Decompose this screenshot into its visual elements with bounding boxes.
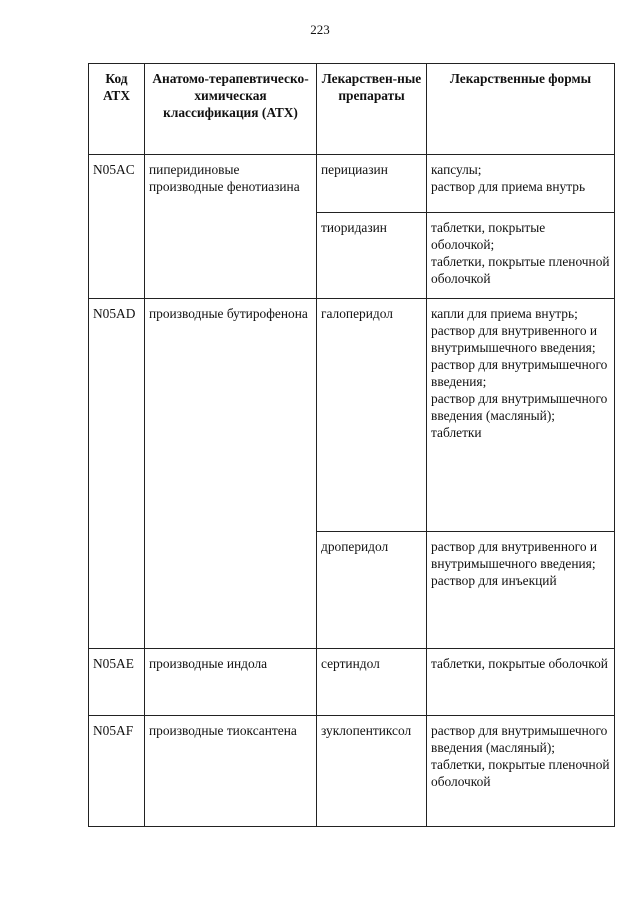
- form-item: таблетки, покрытые оболочкой: [431, 656, 608, 671]
- table-row: [89, 299, 615, 532]
- form-item: раствор для внутривенного и внутримышечного введения;: [431, 323, 598, 355]
- table-row: [89, 649, 615, 716]
- header-row: [89, 64, 615, 155]
- drug-forms: [427, 532, 615, 649]
- drug-name: зуклопентиксол: [317, 716, 427, 827]
- header-forms: Лекарственные формы: [427, 64, 615, 155]
- atx-code: N05AE: [89, 649, 145, 716]
- form-item: капли для приема внутрь;: [431, 306, 578, 321]
- table-row: [89, 716, 615, 827]
- drug-forms: [427, 213, 615, 299]
- drug-name: сертиндол: [317, 649, 427, 716]
- drug-forms: [427, 155, 615, 213]
- form-item: раствор для внутривенного и внутримышечного введения;: [431, 539, 598, 571]
- atx-code: N05AC: [89, 155, 145, 299]
- atx-classification: производные индола: [145, 649, 317, 716]
- atx-classification: производные тиоксантена: [145, 716, 317, 827]
- form-item: раствор для внутримышечного введения;: [431, 357, 608, 389]
- atx-code: N05AF: [89, 716, 145, 827]
- drug-name: перициазин: [317, 155, 427, 213]
- page-number: 223: [310, 22, 330, 37]
- form-item: капсулы;: [431, 162, 482, 177]
- atx-classification: производные бутирофенона: [145, 299, 317, 649]
- header-drugs: Лекарствен-ные препараты: [317, 64, 427, 155]
- form-item: таблетки, покрытые пленочной оболочкой: [431, 757, 610, 789]
- atx-code: N05AD: [89, 299, 145, 649]
- drug-name: тиоридазин: [317, 213, 427, 299]
- form-item: раствор для инъекций: [431, 573, 557, 588]
- atx-classification: пиперидиновые производные фенотиазина: [145, 155, 317, 299]
- drug-name: дроперидол: [317, 532, 427, 649]
- form-item: таблетки, покрытые пленочной оболочкой: [431, 254, 610, 286]
- form-item: таблетки, покрытые оболочкой;: [431, 220, 546, 252]
- form-item: раствор для приема внутрь: [431, 179, 586, 194]
- atx-table: [88, 63, 615, 827]
- table-row: [89, 155, 615, 213]
- drug-name: галоперидол: [317, 299, 427, 532]
- header-classification: Анатомо-терапевтическо-химическая классификация (АТХ): [145, 64, 317, 155]
- drug-forms: [427, 716, 615, 827]
- drug-forms: [427, 299, 615, 532]
- drug-forms: [427, 649, 615, 716]
- form-item: раствор для внутримышечного введения (масляный);: [431, 723, 608, 755]
- header-code: Код АТХ: [89, 64, 145, 155]
- form-item: таблетки: [431, 425, 482, 440]
- form-item: раствор для внутримышечного введения (масляный);: [431, 391, 608, 423]
